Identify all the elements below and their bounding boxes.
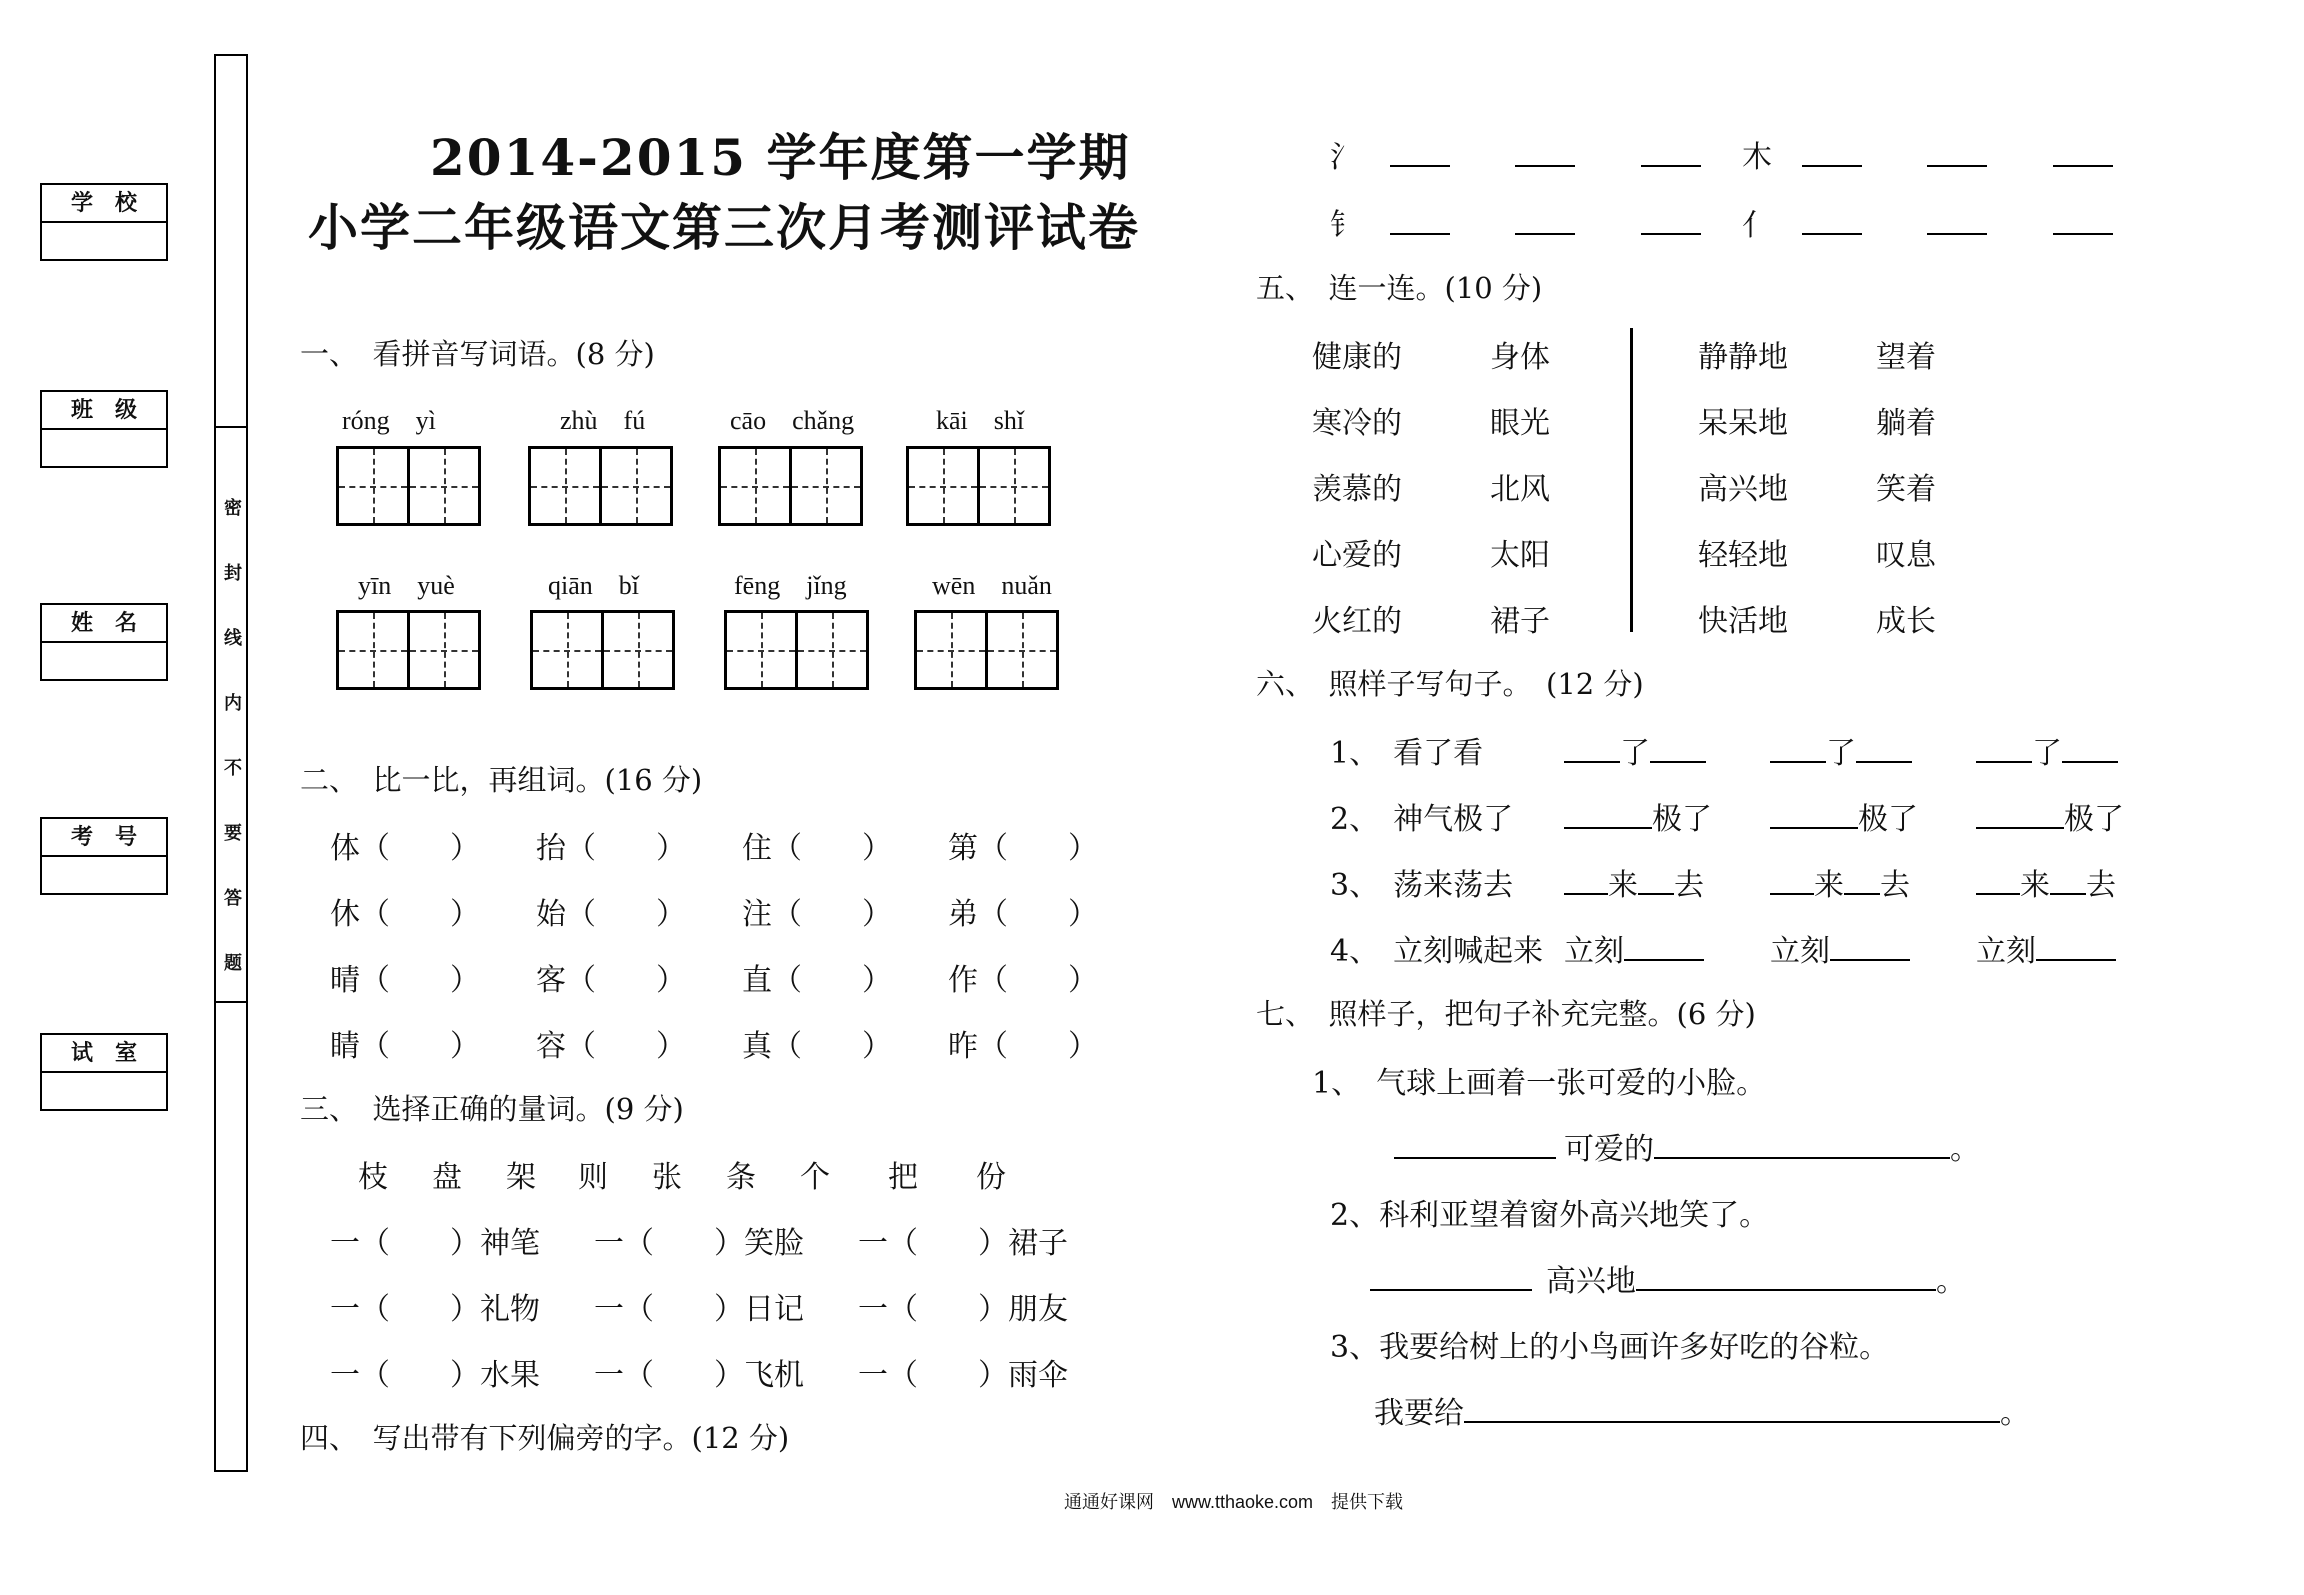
answer-blank[interactable] — [1927, 165, 1987, 167]
exam-title-line1: 2014-2015 学年度第一学期 — [430, 128, 1131, 187]
match-left-b[interactable]: 身体 — [1490, 340, 1550, 375]
pinyin: yīn yuè — [358, 571, 455, 600]
match-right-b[interactable]: 望着 — [1876, 340, 1936, 375]
seal-char: 不 — [224, 758, 242, 779]
school-box[interactable] — [40, 183, 168, 261]
name-label: 姓 名 — [42, 605, 166, 643]
footer-credit: 通通好课网 www.tthaoke.com 提供下载 — [1064, 1492, 1404, 1512]
pattern-blank[interactable]: 来 去 — [1770, 860, 1910, 904]
answer-blank[interactable] — [1927, 233, 1987, 235]
answer-blank[interactable] — [1515, 233, 1575, 235]
match-divider — [1630, 328, 1633, 632]
pinyin: wēn nuǎn — [932, 571, 1052, 600]
completion-line[interactable]: 我要给 。 — [1374, 1396, 2030, 1431]
section3-title: 三、 选择正确的量词。(9 分) — [300, 1092, 684, 1126]
seal-char: 密 — [224, 498, 242, 519]
pattern-blank[interactable]: 了 — [1564, 728, 1706, 772]
example-sentence: 2、科利亚望着窗外高兴地笑了。 — [1330, 1198, 1770, 1233]
match-left-a[interactable]: 火红的 — [1312, 604, 1402, 639]
match-right-b[interactable]: 成长 — [1876, 604, 1936, 639]
radical: 氵 — [1330, 140, 1360, 175]
word-cell[interactable]: 睛（ ） — [330, 1029, 480, 1064]
match-left-a[interactable]: 心爱的 — [1312, 538, 1402, 573]
word-cell[interactable]: 客（ ） — [536, 963, 686, 998]
word-cell[interactable]: 抬（ ） — [536, 831, 686, 866]
seal-char: 封 — [224, 563, 242, 584]
exam-number-box[interactable] — [40, 817, 168, 895]
pattern-blank[interactable]: 极了 — [1976, 794, 2124, 838]
word-cell[interactable]: 昨（ ） — [948, 1029, 1098, 1064]
match-left-b[interactable]: 眼光 — [1490, 406, 1550, 441]
measure-item[interactable]: 一（ ）神笔 — [330, 1226, 540, 1261]
pattern-blank[interactable]: 了 — [1976, 728, 2118, 772]
seal-char: 内 — [224, 693, 242, 714]
pinyin: róng yì — [342, 406, 436, 435]
answer-blank[interactable] — [1802, 165, 1862, 167]
word-cell[interactable]: 第（ ） — [948, 831, 1098, 866]
match-right-a[interactable]: 轻轻地 — [1698, 538, 1788, 573]
radical: 亻 — [1742, 208, 1772, 243]
match-left-b[interactable]: 太阳 — [1490, 538, 1550, 573]
radical-row — [1330, 132, 1701, 176]
section4-title: 四、 写出带有下列偏旁的字。(12 分) — [300, 1421, 790, 1455]
school-label: 学 校 — [42, 185, 166, 223]
measure-word: 张 — [652, 1160, 682, 1195]
exam-room-box[interactable] — [40, 1033, 168, 1111]
seal-line-column — [214, 54, 248, 1472]
writing-grid[interactable] — [906, 446, 1048, 526]
class-label: 班 级 — [42, 392, 166, 430]
measure-word: 把 — [888, 1160, 918, 1195]
completion-line[interactable]: 高兴地 。 — [1370, 1256, 1966, 1300]
match-left-a[interactable]: 健康的 — [1312, 340, 1402, 375]
exam-room-label: 试 室 — [42, 1035, 166, 1073]
pinyin: kāi shǐ — [936, 406, 1025, 435]
word-cell[interactable]: 体（ ） — [330, 831, 480, 866]
seal-char: 要 — [224, 823, 242, 844]
word-cell[interactable]: 始（ ） — [536, 897, 686, 932]
match-left-b[interactable]: 裙子 — [1490, 604, 1550, 639]
match-right-a[interactable]: 呆呆地 — [1698, 406, 1788, 441]
word-cell[interactable]: 作（ ） — [948, 963, 1098, 998]
measure-item[interactable]: 一（ ）雨伞 — [858, 1358, 1068, 1393]
match-right-b[interactable]: 笑着 — [1876, 472, 1936, 507]
measure-word: 条 — [726, 1160, 756, 1195]
measure-item[interactable]: 一（ ）飞机 — [594, 1358, 804, 1393]
sentence-item: 4、 立刻喊起来 — [1330, 934, 1544, 969]
radical-row — [1742, 200, 2113, 244]
measure-item[interactable]: 一（ ）裙子 — [858, 1226, 1068, 1261]
pattern-blank[interactable]: 来 去 — [1564, 860, 1704, 904]
pattern-blank[interactable]: 立刻 — [1770, 926, 1910, 970]
measure-item[interactable]: 一（ ）水果 — [330, 1358, 540, 1393]
answer-blank[interactable] — [1802, 233, 1862, 235]
exam-number-label: 考 号 — [42, 819, 166, 857]
radical: 钅 — [1330, 208, 1360, 243]
measure-word: 份 — [976, 1160, 1006, 1195]
pinyin: fēng jǐng — [734, 571, 847, 600]
word-cell[interactable]: 真（ ） — [742, 1029, 892, 1064]
answer-blank[interactable] — [1641, 165, 1701, 167]
word-cell[interactable]: 容（ ） — [536, 1029, 686, 1064]
name-box[interactable] — [40, 603, 168, 681]
word-cell[interactable]: 注（ ） — [742, 897, 892, 932]
radical-row — [1330, 200, 1701, 244]
completion-line[interactable]: 可爱的 。 — [1394, 1124, 1980, 1168]
match-right-b[interactable]: 躺着 — [1876, 406, 1936, 441]
match-left-a[interactable]: 羡慕的 — [1312, 472, 1402, 507]
measure-word: 则 — [578, 1160, 608, 1195]
seal-char: 答 — [224, 888, 242, 909]
class-box[interactable] — [40, 390, 168, 468]
pattern-blank[interactable]: 了 — [1770, 728, 1912, 772]
section5-title: 五、 连一连。(10 分) — [1256, 271, 1543, 305]
example-sentence: 3、我要给树上的小鸟画许多好吃的谷粒。 — [1330, 1330, 1890, 1365]
word-cell[interactable]: 晴（ ） — [330, 963, 480, 998]
pinyin: qiān bǐ — [548, 571, 639, 600]
measure-item[interactable]: 一（ ）笑脸 — [594, 1226, 804, 1261]
seal-char: 题 — [224, 953, 242, 974]
word-cell[interactable]: 直（ ） — [742, 963, 892, 998]
measure-item[interactable]: 一（ ）朋友 — [858, 1292, 1068, 1327]
match-right-b[interactable]: 叹息 — [1876, 538, 1936, 573]
pattern-blank[interactable]: 立刻 — [1976, 926, 2116, 970]
pattern-blank[interactable]: 极了 — [1770, 794, 1918, 838]
writing-grid[interactable] — [528, 446, 670, 526]
writing-grid[interactable] — [336, 446, 478, 526]
writing-grid[interactable] — [718, 446, 860, 526]
answer-blank[interactable] — [1641, 233, 1701, 235]
pattern-blank[interactable]: 来 去 — [1976, 860, 2116, 904]
answer-blank[interactable] — [1390, 165, 1450, 167]
measure-word: 架 — [506, 1160, 536, 1195]
section7-title: 七、 照样子，把句子补充完整。(6 分) — [1256, 997, 1756, 1031]
radical: 木 — [1742, 140, 1772, 175]
writing-grid[interactable] — [336, 610, 478, 690]
example-sentence: 1、 气球上画着一张可爱的小脸。 — [1312, 1066, 1767, 1101]
word-cell[interactable]: 休（ ） — [330, 897, 480, 932]
sentence-item: 2、 神气极了 — [1330, 802, 1514, 837]
sentence-item: 1、 看了看 — [1330, 736, 1484, 771]
match-right-a[interactable]: 快活地 — [1698, 604, 1788, 639]
answer-blank[interactable] — [2053, 233, 2113, 235]
measure-word: 盘 — [432, 1160, 462, 1195]
measure-word: 枝 — [358, 1160, 388, 1195]
pinyin: zhù fú — [560, 406, 646, 435]
match-right-a[interactable]: 高兴地 — [1698, 472, 1788, 507]
radical-row — [1742, 132, 2113, 176]
seal-char: 线 — [224, 628, 242, 649]
pinyin: cāo chǎng — [730, 406, 855, 435]
answer-blank[interactable] — [1515, 165, 1575, 167]
match-right-a[interactable]: 静静地 — [1698, 340, 1788, 375]
pattern-blank[interactable]: 立刻 — [1564, 926, 1704, 970]
measure-word: 个 — [800, 1160, 830, 1195]
word-cell[interactable]: 弟（ ） — [948, 897, 1098, 932]
measure-item[interactable]: 一（ ）日记 — [594, 1292, 804, 1327]
answer-blank[interactable] — [2053, 165, 2113, 167]
measure-item[interactable]: 一（ ）礼物 — [330, 1292, 540, 1327]
match-left-a[interactable]: 寒冷的 — [1312, 406, 1402, 441]
exam-title-line2: 小学二年级语文第三次月考测评试卷 — [308, 198, 1140, 257]
section1-title: 一、 看拼音写词语。(8 分) — [300, 337, 655, 371]
writing-grid[interactable] — [914, 610, 1056, 690]
section2-title: 二、 比一比，再组词。(16 分) — [300, 763, 703, 797]
writing-grid[interactable] — [724, 610, 866, 690]
pattern-blank[interactable]: 极了 — [1564, 794, 1712, 838]
word-cell[interactable]: 住（ ） — [742, 831, 892, 866]
answer-blank[interactable] — [1390, 233, 1450, 235]
match-left-b[interactable]: 北风 — [1490, 472, 1550, 507]
sentence-item: 3、 荡来荡去 — [1330, 868, 1514, 903]
section6-title: 六、 照样子写句子。 (12 分) — [1256, 667, 1644, 701]
writing-grid[interactable] — [530, 610, 672, 690]
